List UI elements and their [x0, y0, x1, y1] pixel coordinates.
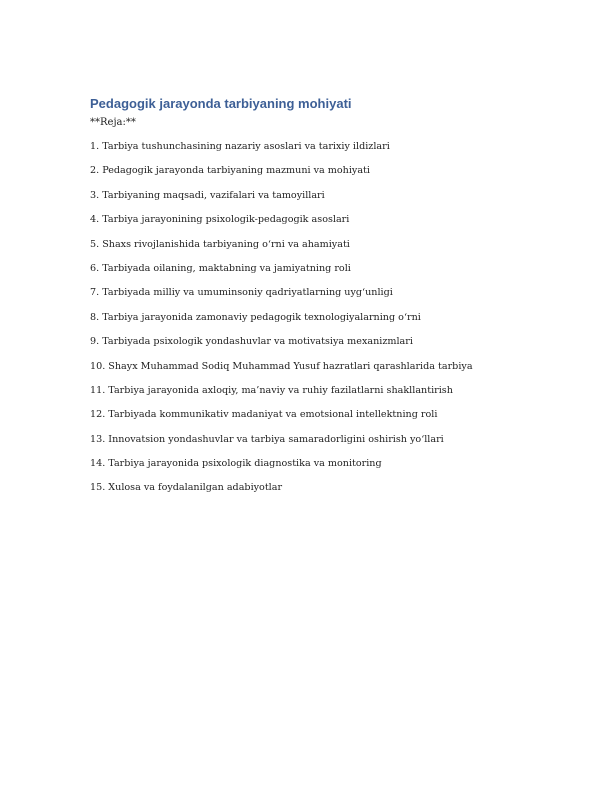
document-title: Pedagogik jarayonda tarbiyaning mohiyati — [90, 96, 352, 111]
plan-item: 1. Tarbiya tushunchasining nazariy asoslari va tarixiy ildizlari — [90, 141, 390, 152]
plan-item: 15. Xulosa va foydalanilgan adabiyotlar — [90, 482, 283, 494]
plan-list — [90, 140, 530, 506]
plan-item: 4. Tarbiya jarayonining psixologik-pedagogik asoslari — [90, 214, 350, 226]
plan-item: 2. Pedagogik jarayonda tarbiyaning mazmuni va mohiyati — [90, 165, 370, 177]
plan-item: 8. Tarbiya jarayonida zamonaviy pedagogik texnologiyalarning o‘rni — [90, 311, 421, 323]
plan-item: 6. Tarbiyada oilaning, maktabning va jamiyatning roli — [90, 262, 351, 274]
plan-item: 14. Tarbiya jarayonida psixologik diagnostika va monitoring — [90, 458, 382, 470]
plan-heading: **Reja:** — [90, 117, 136, 128]
plan-item: 13. Innovatsion yondashuvlar va tarbiya samaradorligini oshirish yo‘llari — [90, 433, 444, 445]
plan-item: 3. Tarbiyaning maqsadi, vazifalari va tamoyillari — [90, 189, 325, 201]
plan-item: 12. Tarbiyada kommunikativ madaniyat va emotsional intellektning roli — [90, 409, 438, 421]
plan-item: 10. Shayx Muhammad Sodiq Muhammad Yusuf hazratlari qarashlarida tarbiya — [90, 360, 473, 372]
plan-item: 9. Tarbiyada psixologik yondashuvlar va motivatsiya mexanizmlari — [90, 336, 413, 348]
plan-item: 7. Tarbiyada milliy va umuminsoniy qadriyatlarning uyg‘unligi — [90, 287, 393, 299]
plan-item: 11. Tarbiya jarayonida axloqiy, ma’naviy va ruhiy fazilatlarni shakllantirish — [90, 384, 453, 396]
document-content — [90, 94, 530, 506]
plan-item: 5. Shaxs rivojlanishida tarbiyaning o‘rni va ahamiyati — [90, 238, 350, 250]
